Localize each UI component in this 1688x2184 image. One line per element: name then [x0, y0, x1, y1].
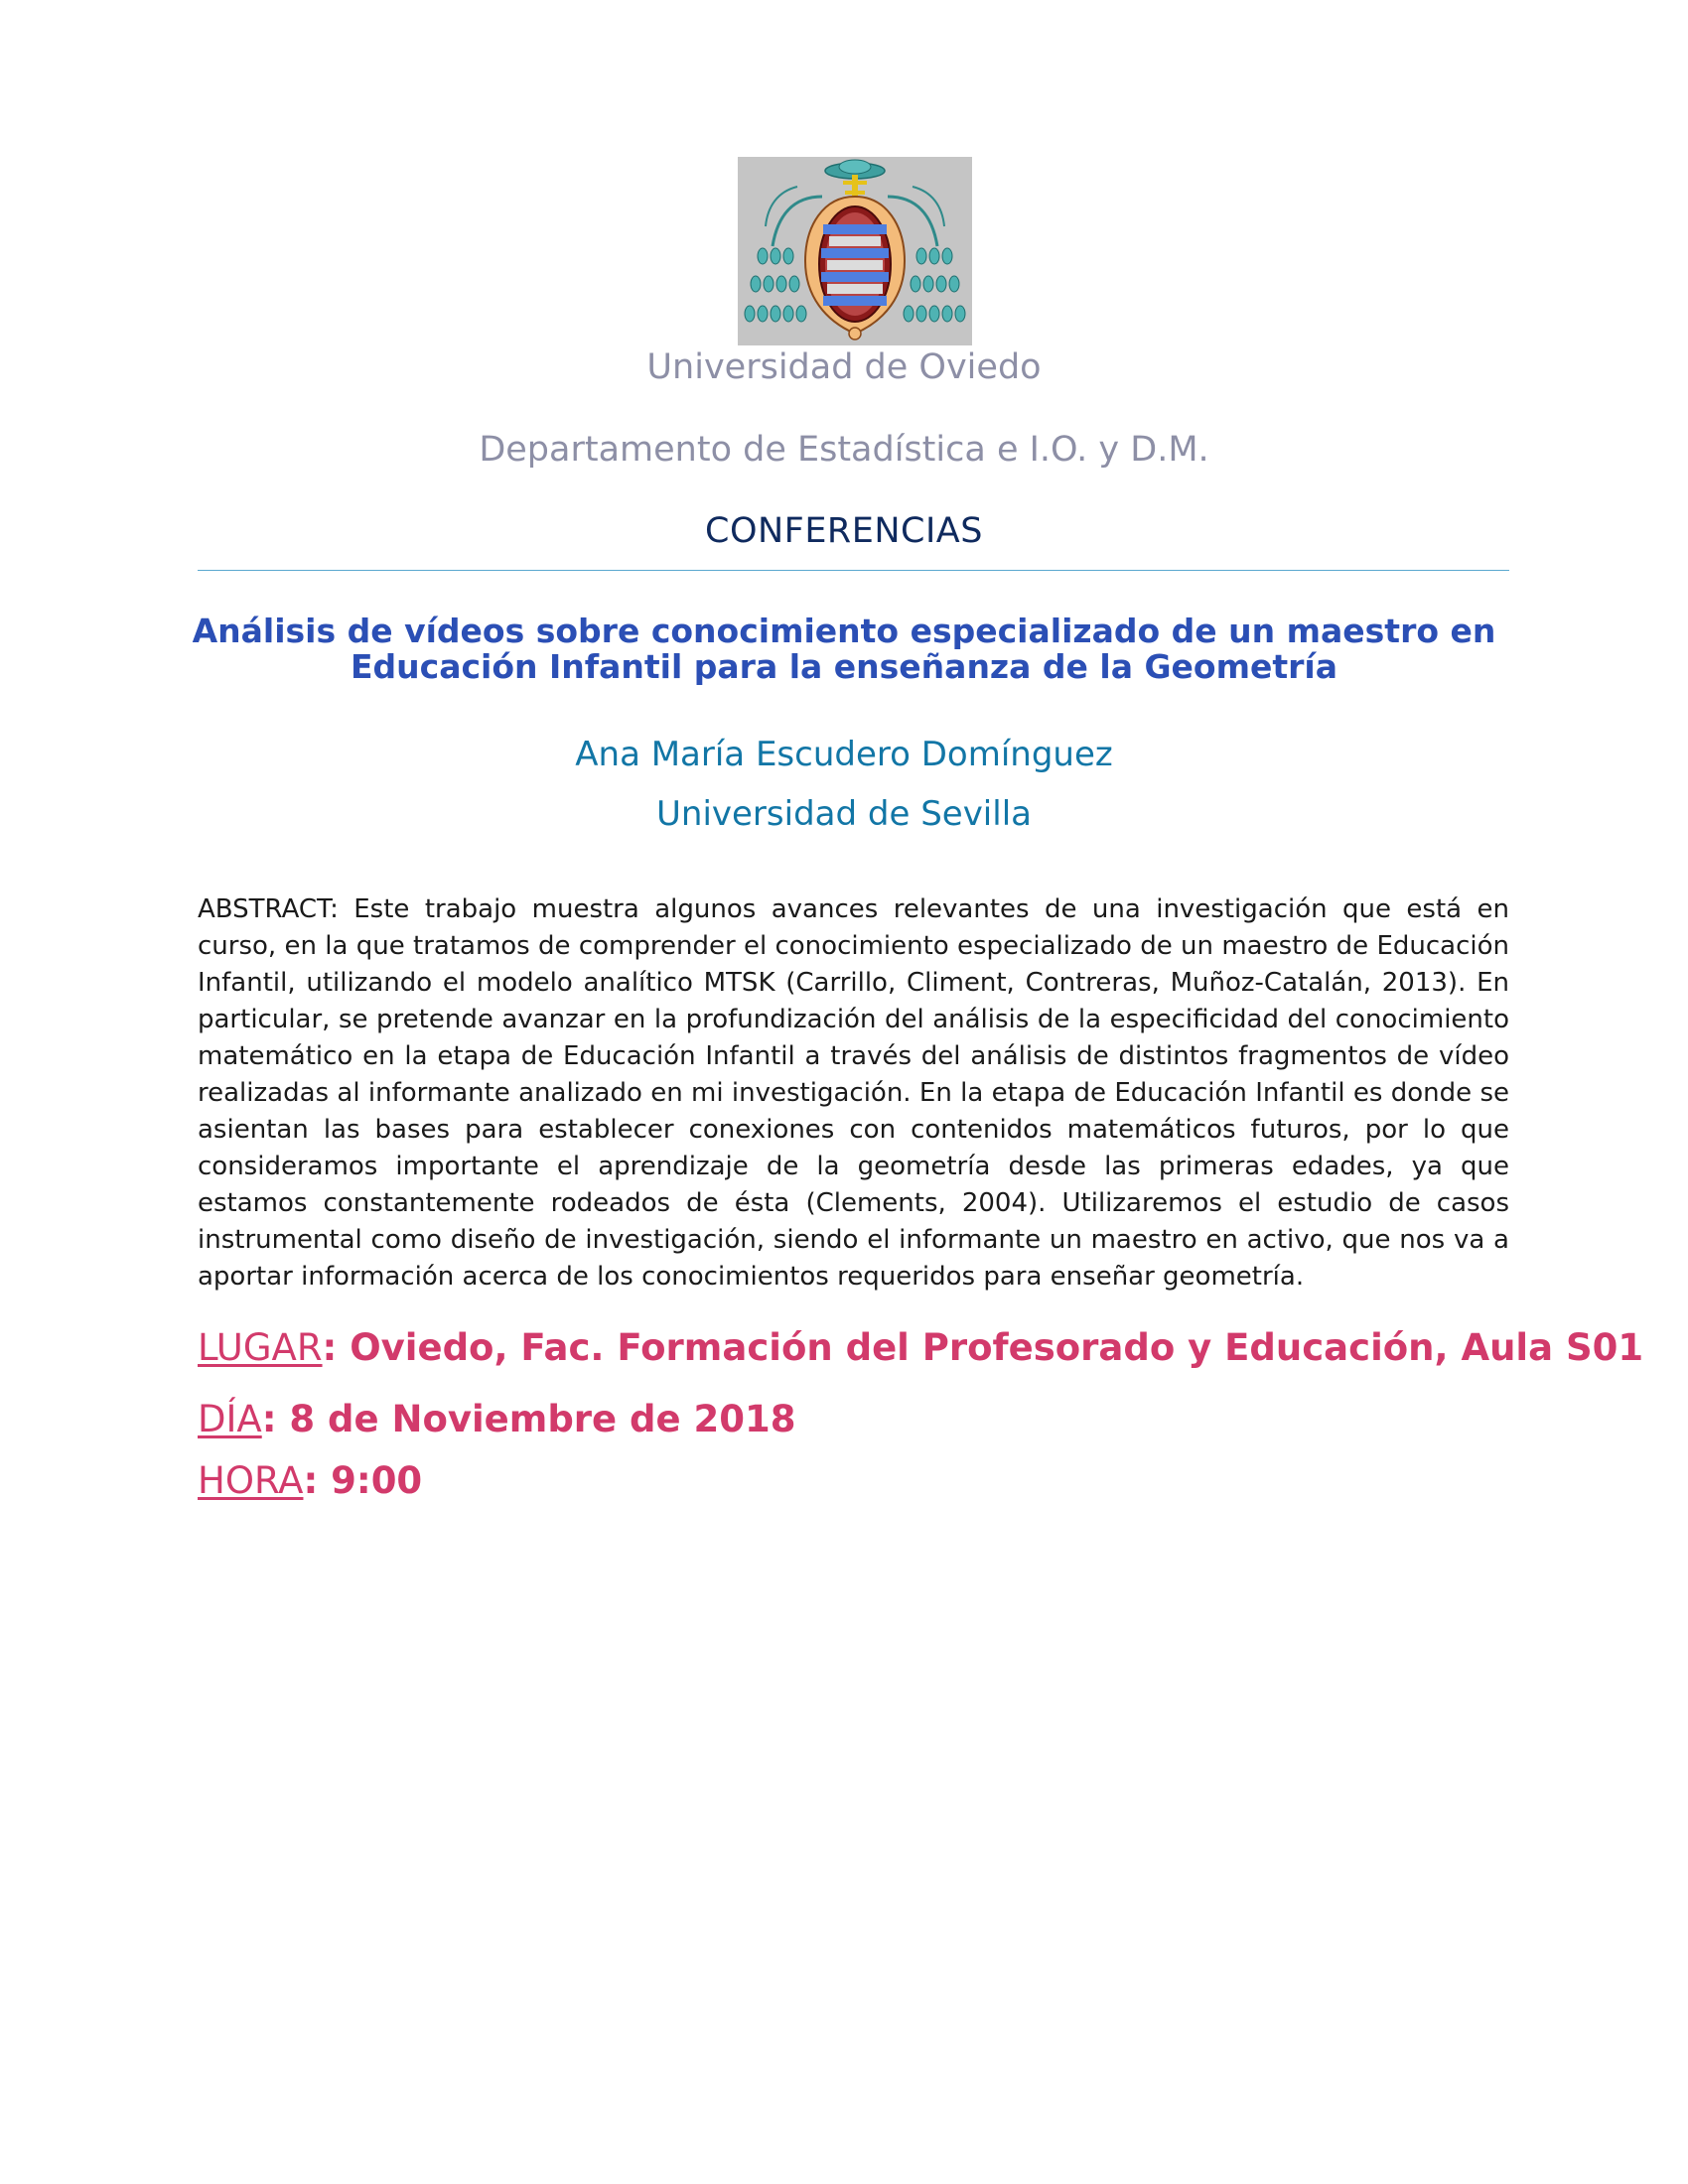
- speaker-name: Ana María Escudero Domínguez: [575, 735, 1113, 774]
- section-heading: CONFERENCIAS: [705, 511, 983, 551]
- talk-title-line-2: Educación Infantil para la enseñanza de la Geometría: [351, 647, 1337, 686]
- venue-value: : Oviedo, Fac. Formación del Profesorado y Educación, Aula S01: [322, 1326, 1644, 1369]
- date-value: : 8 de Noviembre de 2018: [261, 1398, 796, 1440]
- divider-rule: [198, 570, 1509, 571]
- university-name: Universidad de Oviedo: [646, 347, 1042, 387]
- time-label: HORA: [198, 1459, 304, 1502]
- talk-title-line-1: Análisis de vídeos sobre conocimiento especializado de un maestro en: [192, 612, 1496, 650]
- venue-label: LUGAR: [198, 1326, 323, 1369]
- speaker-affiliation: Universidad de Sevilla: [656, 794, 1032, 834]
- abstract-paragraph: ABSTRACT: Este trabajo muestra algunos avances relevantes de una investigación que está en curso, en la que tratamos de comprender el conocimiento especializado de un maestro de Educación Infantil, utilizando el modelo analítico MTSK (Carrillo, Climent, Contreras, Muñoz-Catalán, 2013). En particular, se pretende avanzar en la profundización del análisis de la especificidad del conocimiento matemático en la etapa de Educación Infantil a través del análisis de distintos fragmentos de vídeo realizadas al informante analizado en mi investigación. En la etapa de Educación Infantil es donde se asientan las bases para establecer conexiones con contenidos matemáticos futuros, por lo que consideramos importante el aprendizaje de la geometría desde las primeras edades, ya que estamos constantemente rodeados de ésta (Clements, 2004). Utilizaremos el estudio de casos instrumental como diseño de investigación, siendo el informante un maestro en activo, que nos va a aportar información acerca de los conocimientos requeridos para enseñar geometría.: [198, 894, 1509, 1292]
- university-crest-logo: [738, 157, 972, 345]
- talk-title: [0, 614, 1688, 685]
- venue-line: [198, 1326, 1643, 1369]
- date-label: DÍA: [198, 1398, 262, 1440]
- time-value: : 9:00: [303, 1459, 423, 1502]
- department-name: Departamento de Estadística e I.O. y D.M.: [479, 430, 1209, 470]
- date-line: [198, 1398, 795, 1440]
- time-line: [198, 1459, 422, 1502]
